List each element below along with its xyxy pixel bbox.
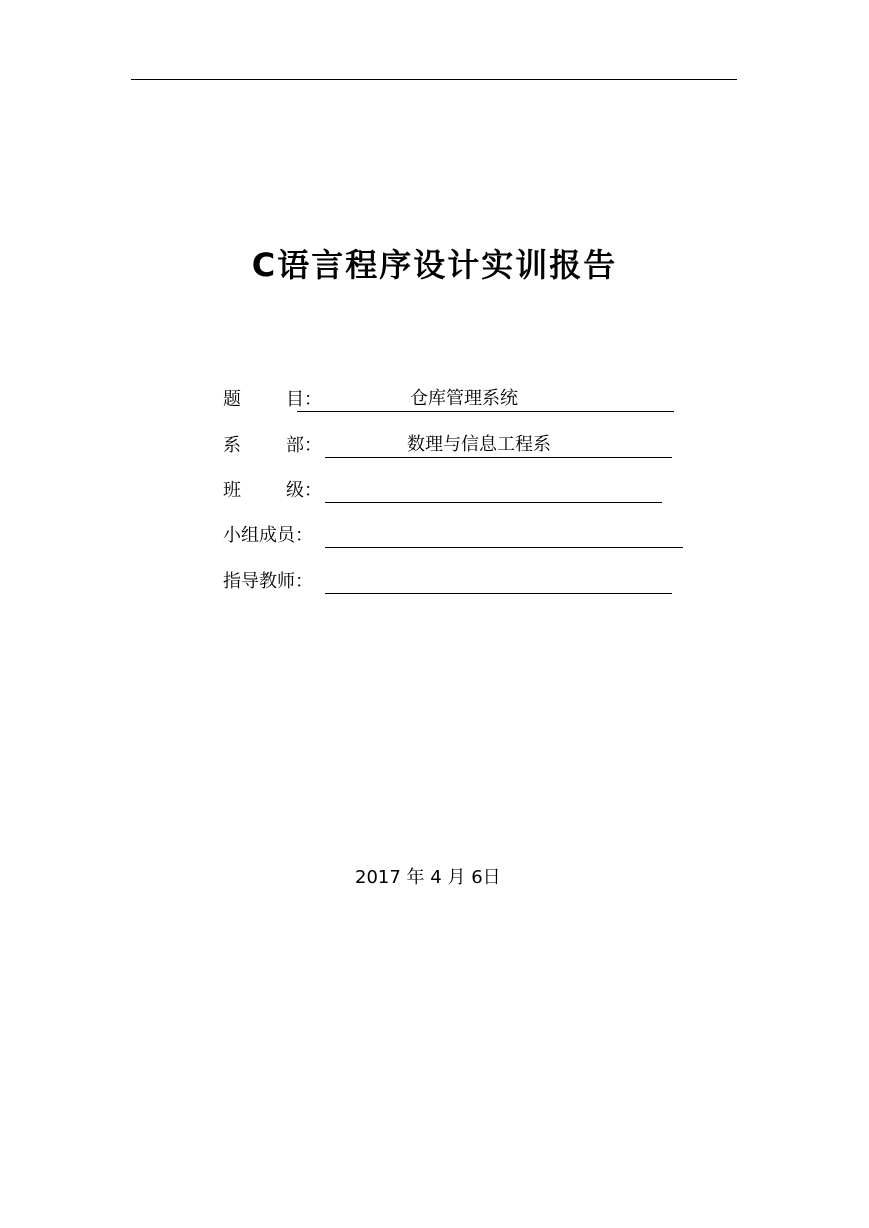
date-year: 2017 bbox=[355, 867, 401, 888]
field-department bbox=[223, 430, 683, 458]
field-advisor-label: 指导教师： bbox=[223, 571, 313, 592]
field-advisor-line[interactable] bbox=[325, 569, 672, 594]
field-team-members bbox=[223, 520, 693, 548]
date-day: 6 bbox=[471, 867, 483, 888]
field-department-label bbox=[223, 434, 323, 458]
header-rule bbox=[131, 79, 737, 80]
field-team-members-line[interactable] bbox=[325, 523, 683, 548]
field-class bbox=[223, 475, 683, 503]
date-month-unit: 月 bbox=[447, 867, 466, 888]
field-topic bbox=[223, 384, 683, 412]
date-year-unit: 年 bbox=[406, 867, 425, 888]
field-class-line[interactable] bbox=[325, 478, 662, 503]
report-date bbox=[355, 866, 501, 890]
field-topic-label-b: 目： bbox=[286, 389, 322, 410]
field-class-label bbox=[223, 479, 323, 503]
field-topic-label-a: 题 bbox=[223, 389, 241, 410]
field-department-label-b: 部： bbox=[286, 435, 322, 456]
report-title: C语言程序设计实训报告 bbox=[251, 246, 618, 284]
field-advisor bbox=[223, 566, 683, 594]
field-department-value: 数理与信息工程系 bbox=[407, 434, 551, 455]
date-month: 4 bbox=[430, 867, 442, 888]
field-department-label-a: 系 bbox=[223, 435, 241, 456]
field-topic-value: 仓库管理系统 bbox=[410, 388, 518, 409]
field-team-members-label: 小组成员： bbox=[223, 525, 313, 546]
date-day-unit: 日 bbox=[482, 867, 501, 888]
field-class-label-a: 班 bbox=[223, 480, 241, 501]
field-class-label-b: 级： bbox=[286, 480, 322, 501]
